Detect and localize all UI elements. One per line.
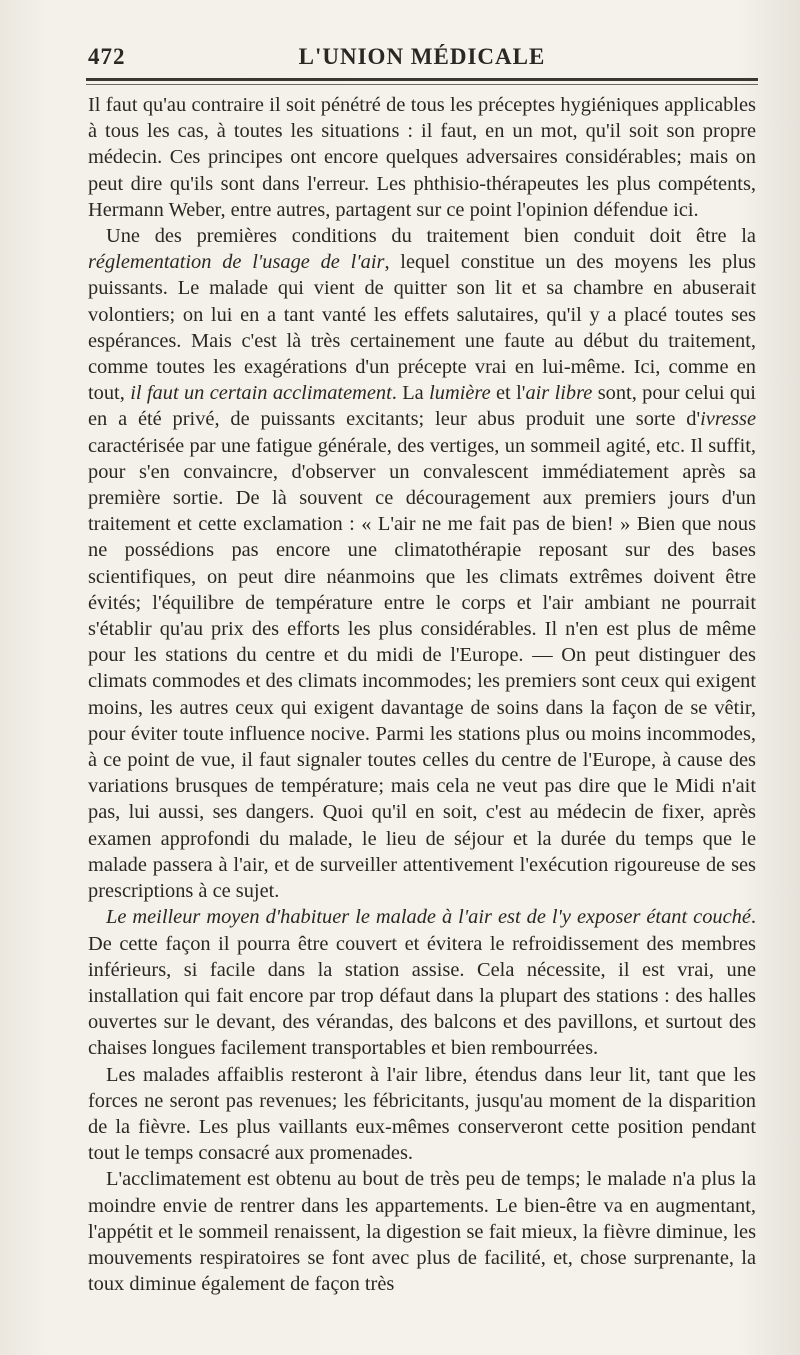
- header-rule: [86, 78, 758, 81]
- italic-text: ivresse: [700, 408, 756, 431]
- text-run: Une des premières conditions du traitement bien conduit doit être la: [106, 225, 756, 248]
- paragraph: [88, 1166, 756, 1297]
- body-text: [88, 92, 756, 1297]
- italic-text: Le meilleur moyen d'habituer le malade à l'air est de l'y exposer étant couché: [106, 906, 751, 929]
- text-run: et l': [490, 382, 526, 405]
- italic-text: lumière: [429, 382, 491, 405]
- italic-text: air libre: [525, 382, 593, 405]
- text-run: L'acclimatement est obtenu au bout de très peu de temps; le malade n'a plus la moindre envie de rentrer dans les appartements. Le bien-être va en augmentant, l'appétit et le sommeil renaissent, la digestion se fait mieux, la fièvre diminue, les mouvements respiratoires se font avec plus de facilité, et, chose surprenante, la toux diminue également de façon très: [88, 1168, 756, 1296]
- paragraph: [88, 1062, 756, 1167]
- text-run: Il faut qu'au contraire il soit pénétré de tous les préceptes hygiéniques applicables à tous les cas, à toutes les situations : il faut, en un mot, qu'il soit son propre médecin. Ces principes ont encore quelques adversaires considérables; mais on peut dire qu'ils sont dans l'erreur. Les phthisio-thérapeutes les plus compétents, Hermann Weber, entre autres, partagent sur ce point l'opinion défendue ici.: [88, 94, 756, 221]
- text-run: caractérisée par une fatigue générale, des vertiges, un sommeil agité, etc. Il suffit, pour s'en convaincre, d'observer un convalescent immédiatement après sa première sortie. De là souvent ce découragement aux premiers jours d'un traitement et cette exclamation : « L'air ne me fait pas de bien! » Bien que nous ne possédions pas encore une climatothérapie reposant sur des bases scientifiques, on peut dire néanmoins que les climats extrêmes doivent être évités; l'équilibre de température entre le corps et l'air ambiant ne pourrait s'établir qu'au prix des efforts les plus considérables. Il n'en est plus de même pour les stations du centre et du midi de l'Europe. — On peut distinguer des climats commodes et des climats incommodes; les premiers sont ceux qui exigent moins, les autres ceux qui exigent davantage de soins dans la façon de se vêtir, pour éviter toute influence nocive. Parmi les stations plus ou moins incommodes, à ce point de vue, il faut signaler toutes celles du centre de l'Europe, à cause des variations brusques de température; mais cela ne veut pas dire que le Midi n'ait pas, lui aussi, ses dangers. Quoi qu'il en soit, c'est au médecin de fixer, après examen approfondi du malade, le lieu de séjour et la durée du temps que le malade passera à l'air, et de surveiller attentivement l'exécution rigoureuse de ses prescriptions à ce sujet.: [88, 434, 756, 903]
- paragraph: [88, 904, 756, 1061]
- text-run: , lequel constitue un des moyens les plus puissants. Le malade qui vient de quitter son lit et sa chambre en abuserait volontiers; on lui en a tant vanté les effets salutaires, qu'il y a placé toutes ses espérances. Mais c'est là très certainement une faute au début du traitement, comme toutes les exagérations d'un précepte vrai en lui-même. Ici, comme en tout,: [88, 251, 756, 405]
- running-title: L'UNION MÉDICALE: [298, 44, 546, 69]
- header-rule-thin: [86, 84, 758, 85]
- text-run: Les malades affaiblis resteront à l'air libre, étendus dans leur lit, tant que les forces ne seront pas revenues; les fébricitants, jusqu'au moment de la disparition de la fièvre. Les plus vaillants eux-mêmes conserveront cette position pendant tout le temps consacré aux promenades.: [88, 1063, 756, 1165]
- text-run: . De cette façon il pourra être couvert et évitera le refroidissement des membres inférieurs, si facile dans la station assise. Cela nécessite, il est vrai, une installation qui fait encore par trop défaut dans la plupart des stations : des halles ouvertes sur le devant, des vérandas, des balcons et des pavillons, et surtout des chaises longues facilement transportables et bien rembourrées.: [88, 906, 756, 1060]
- paragraph: [88, 92, 756, 223]
- italic-text: réglementation de l'usage de l'air: [88, 251, 385, 274]
- page-number: 472: [88, 44, 126, 69]
- text-run: . La: [391, 382, 430, 405]
- page-header: [88, 42, 756, 76]
- paragraph: [88, 223, 756, 904]
- text-run: sont, pour celui qui en a été privé, de puissants excitants; leur abus produit une sorte d': [88, 382, 756, 431]
- italic-text: il faut un certain acclimatement: [130, 382, 392, 405]
